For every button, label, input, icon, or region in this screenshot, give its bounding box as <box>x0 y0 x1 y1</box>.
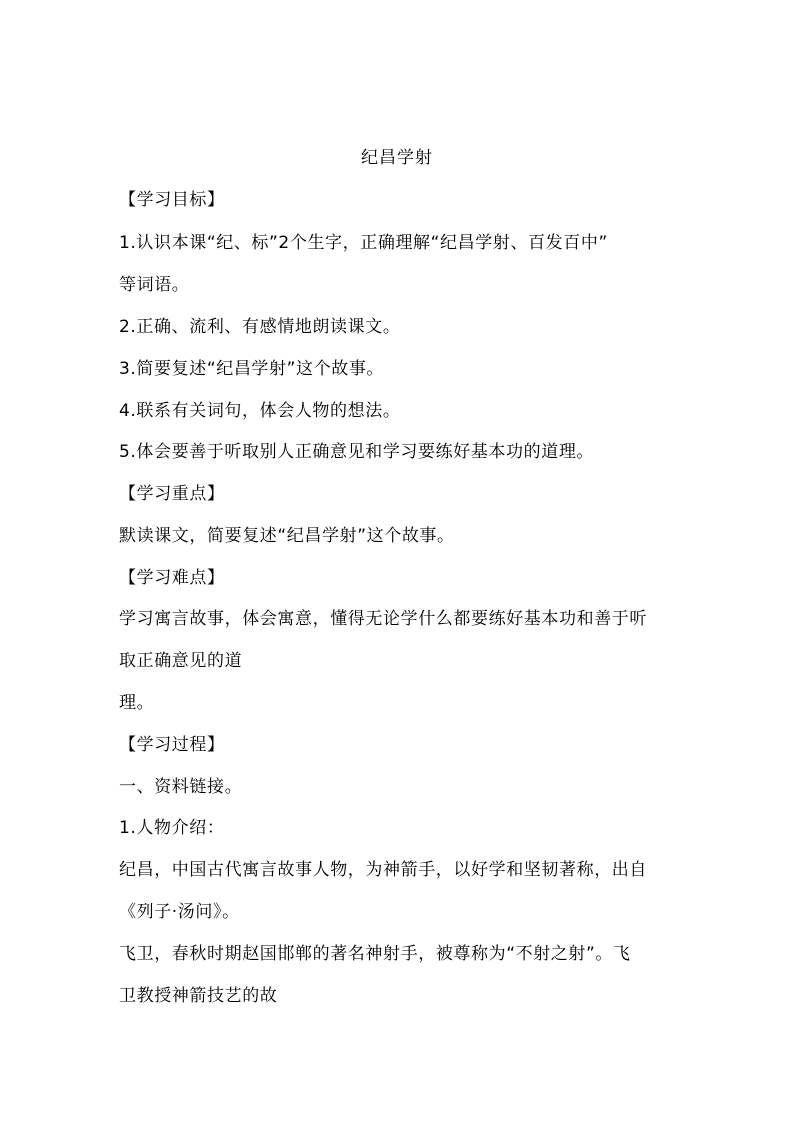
goal-item-2: 2.正确、流利、有感情地朗读课文。 <box>119 317 401 337</box>
heading-difficult-points: 【学习难点】 <box>119 568 225 588</box>
heading-learning-process: 【学习过程】 <box>119 735 225 755</box>
difficult-points-text-continued: 取正确意见的道 <box>119 651 243 671</box>
character-feiwei-continued: 卫教授神箭技艺的故 <box>119 986 278 1006</box>
goal-item-1-continued: 等词语。 <box>119 275 190 295</box>
character-jichang: 纪昌，中国古代寓言故事人物，为神箭手，以好学和坚韧著称，出自 <box>119 860 647 880</box>
goal-item-4: 4.联系有关词句，体会人物的想法。 <box>119 401 401 421</box>
document-title: 纪昌学射 <box>361 148 433 168</box>
difficult-points-text-end: 理。 <box>119 693 155 713</box>
goal-item-3: 3.简要复述“纪昌学射”这个故事。 <box>119 359 385 379</box>
heading-learning-goals: 【学习目标】 <box>119 190 225 210</box>
character-feiwei: 飞卫，春秋时期赵国邯郸的著名神射手，被尊称为“不射之射”。飞 <box>119 944 631 964</box>
section-resource-links: 一、资料链接。 <box>119 777 243 797</box>
character-jichang-source: 《列子·汤问》。 <box>119 902 240 922</box>
goal-item-5: 5.体会要善于听取别人正确意见和学习要练好基本功的道理。 <box>119 442 595 462</box>
subsection-character-intro: 1.人物介绍： <box>119 818 225 838</box>
difficult-points-text: 学习寓言故事，体会寓意，懂得无论学什么都要练好基本功和善于听 <box>119 609 647 629</box>
goal-item-1: 1.认识本课“纪、标”2个生字，正确理解“纪昌学射、百发百中” <box>119 233 608 253</box>
heading-key-points: 【学习重点】 <box>119 484 225 504</box>
key-points-text: 默读课文，简要复述“纪昌学射”这个故事。 <box>119 526 455 546</box>
